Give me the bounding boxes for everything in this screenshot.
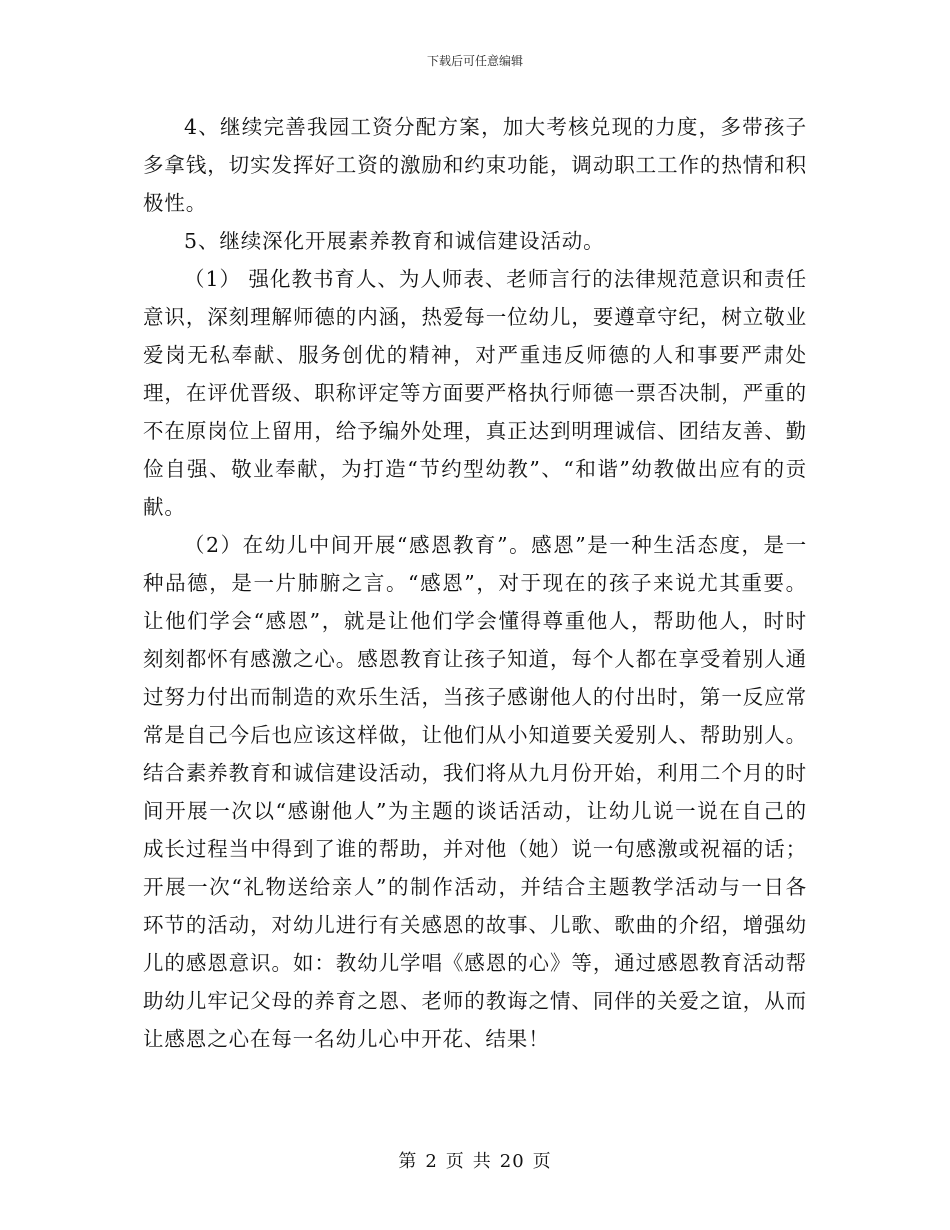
page-footer <box>0 1150 950 1174</box>
page-label: 第 <box>398 1151 418 1172</box>
paragraph-subitem-1: （1） 强化教书育人、为人师表、老师言行的法律规范意识和责任意识，深刻理解师德的内涵，热爱每一位幼儿，要遵章守纪，树立敬业爱岗无私奉献、服务创优的精神，对严重违反师德的人和事要严肃处理，在评优晋级、职称评定等方面要严格执行师德一票否决制，严重的不在原岗位上留用，给予编外处理，真正达到明理诚信、团结友善、勤俭自强、敬业奉献，为打造“节约型幼教”、“和谐”幼教做出应有的贡献。 <box>143 267 807 519</box>
page-unit-label: 页 <box>445 1151 465 1172</box>
total-unit-label: 页 <box>532 1151 552 1172</box>
paragraph-subitem-2: （2）在幼儿中间开展“感恩教育”。感恩”是一种生活态度，是一种品德，是一片肺腑之言。“感恩”，对于现在的孩子来说尤其重要。让他们学会“感恩”，就是让他们学会懂得尊重他人，帮助他人，时时刻刻都怀有感激之心。感恩教育让孩子知道，每个人都在享受着别人通过努力付出而制造的欢乐生活，当孩子感谢他人的付出时，第一反应常常是自己今后也应该这样做，让他们从小知道要关爱别人、帮助别人。结合素养教育和诚信建设活动，我们将从九月份开始，利用二个月的时间开展一次以“感谢他人”为主题的谈话活动，让幼儿说一说在自己的成长过程当中得到了谁的帮助，并对他（她）说一句感激或祝福的话；开展一次“礼物送给亲人”的制作活动，并结合主题教学活动与一日各环节的活动，对幼儿进行有关感恩的故事、儿歌、歌曲的介绍，增强幼儿的感恩意识。如：教幼儿学唱《感恩的心》等，通过感恩教育活动帮助幼儿牢记父母的养育之恩、老师的教诲之情、同伴的关爱之谊，从而让感恩之心在每一名幼儿心中开花、结果！ <box>143 533 807 1051</box>
paragraph-item-5: 5、继续深化开展素养教育和诚信建设活动。 <box>184 229 605 253</box>
total-label: 共 <box>472 1151 492 1172</box>
document-body <box>143 108 807 1058</box>
page-header: 下载后可任意编辑 <box>426 54 523 68</box>
paragraph-item-4: 4、继续完善我园工资分配方案，加大考核兑现的力度，多带孩子多拿钱，切实发挥好工资的激励和约束功能，调动职工工作的热情和积极性。 <box>143 115 807 215</box>
current-page-number: 2 <box>425 1151 438 1172</box>
total-pages-number: 20 <box>499 1151 525 1172</box>
